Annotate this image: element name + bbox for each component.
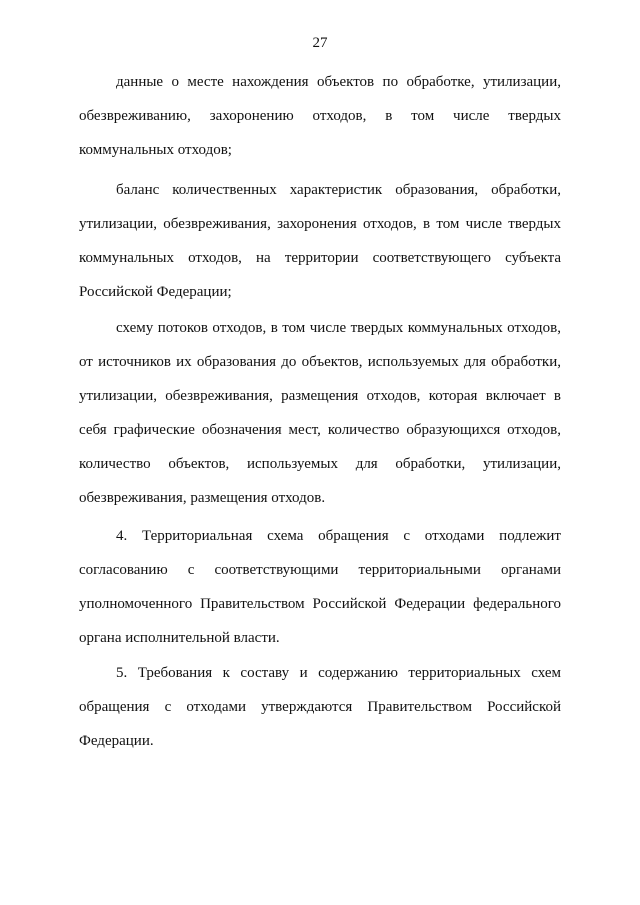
paragraph-item-5	[79, 663, 561, 765]
paragraph-location-data	[79, 72, 561, 174]
text-line: уполномоченного Правительством Российской Федерации федерального	[79, 596, 561, 612]
paragraph-balance	[79, 180, 561, 316]
text-line: обезвреживания, размещения отходов.	[79, 490, 326, 506]
text-line: коммунальных отходов, на территории соответствующего субъекта	[79, 250, 561, 266]
text-line: согласованию с соответствующими территориальными органами	[79, 562, 561, 578]
text-line: количество объектов, используемых для обработки, утилизации,	[79, 456, 561, 472]
text-line: обращения с отходами утверждаются Правительством Российской	[79, 699, 561, 715]
page-number: 27	[312, 35, 328, 51]
text-line: схему потоков отходов, в том числе твердых коммунальных отходов,	[116, 320, 561, 336]
text-line: данные о месте нахождения объектов по обработке, утилизации,	[116, 74, 561, 90]
text-line: от источников их образования до объектов, используемых для обработки,	[79, 354, 561, 370]
text-line: утилизации, обезвреживания, размещения отходов, которая включает в	[79, 388, 561, 404]
text-line: 4. Территориальная схема обращения с отходами подлежит	[116, 528, 561, 544]
paragraph-item-4	[79, 526, 561, 662]
text-line: Федерации.	[79, 733, 154, 749]
text-line: обезвреживанию, захоронению отходов, в том числе твердых	[79, 108, 561, 124]
paragraph-flow-scheme	[79, 318, 561, 522]
text-line: 5. Требования к составу и содержанию территориальных схем	[116, 665, 561, 681]
text-line: коммунальных отходов;	[79, 142, 232, 158]
text-line: баланс количественных характеристик образования, обработки,	[116, 182, 561, 198]
text-line: органа исполнительной власти.	[79, 630, 280, 646]
text-line: Российской Федерации;	[79, 284, 232, 300]
text-line: утилизации, обезвреживания, захоронения отходов, в том числе твердых	[79, 216, 561, 232]
text-line: себя графические обозначения мест, количество образующихся отходов,	[79, 422, 561, 438]
